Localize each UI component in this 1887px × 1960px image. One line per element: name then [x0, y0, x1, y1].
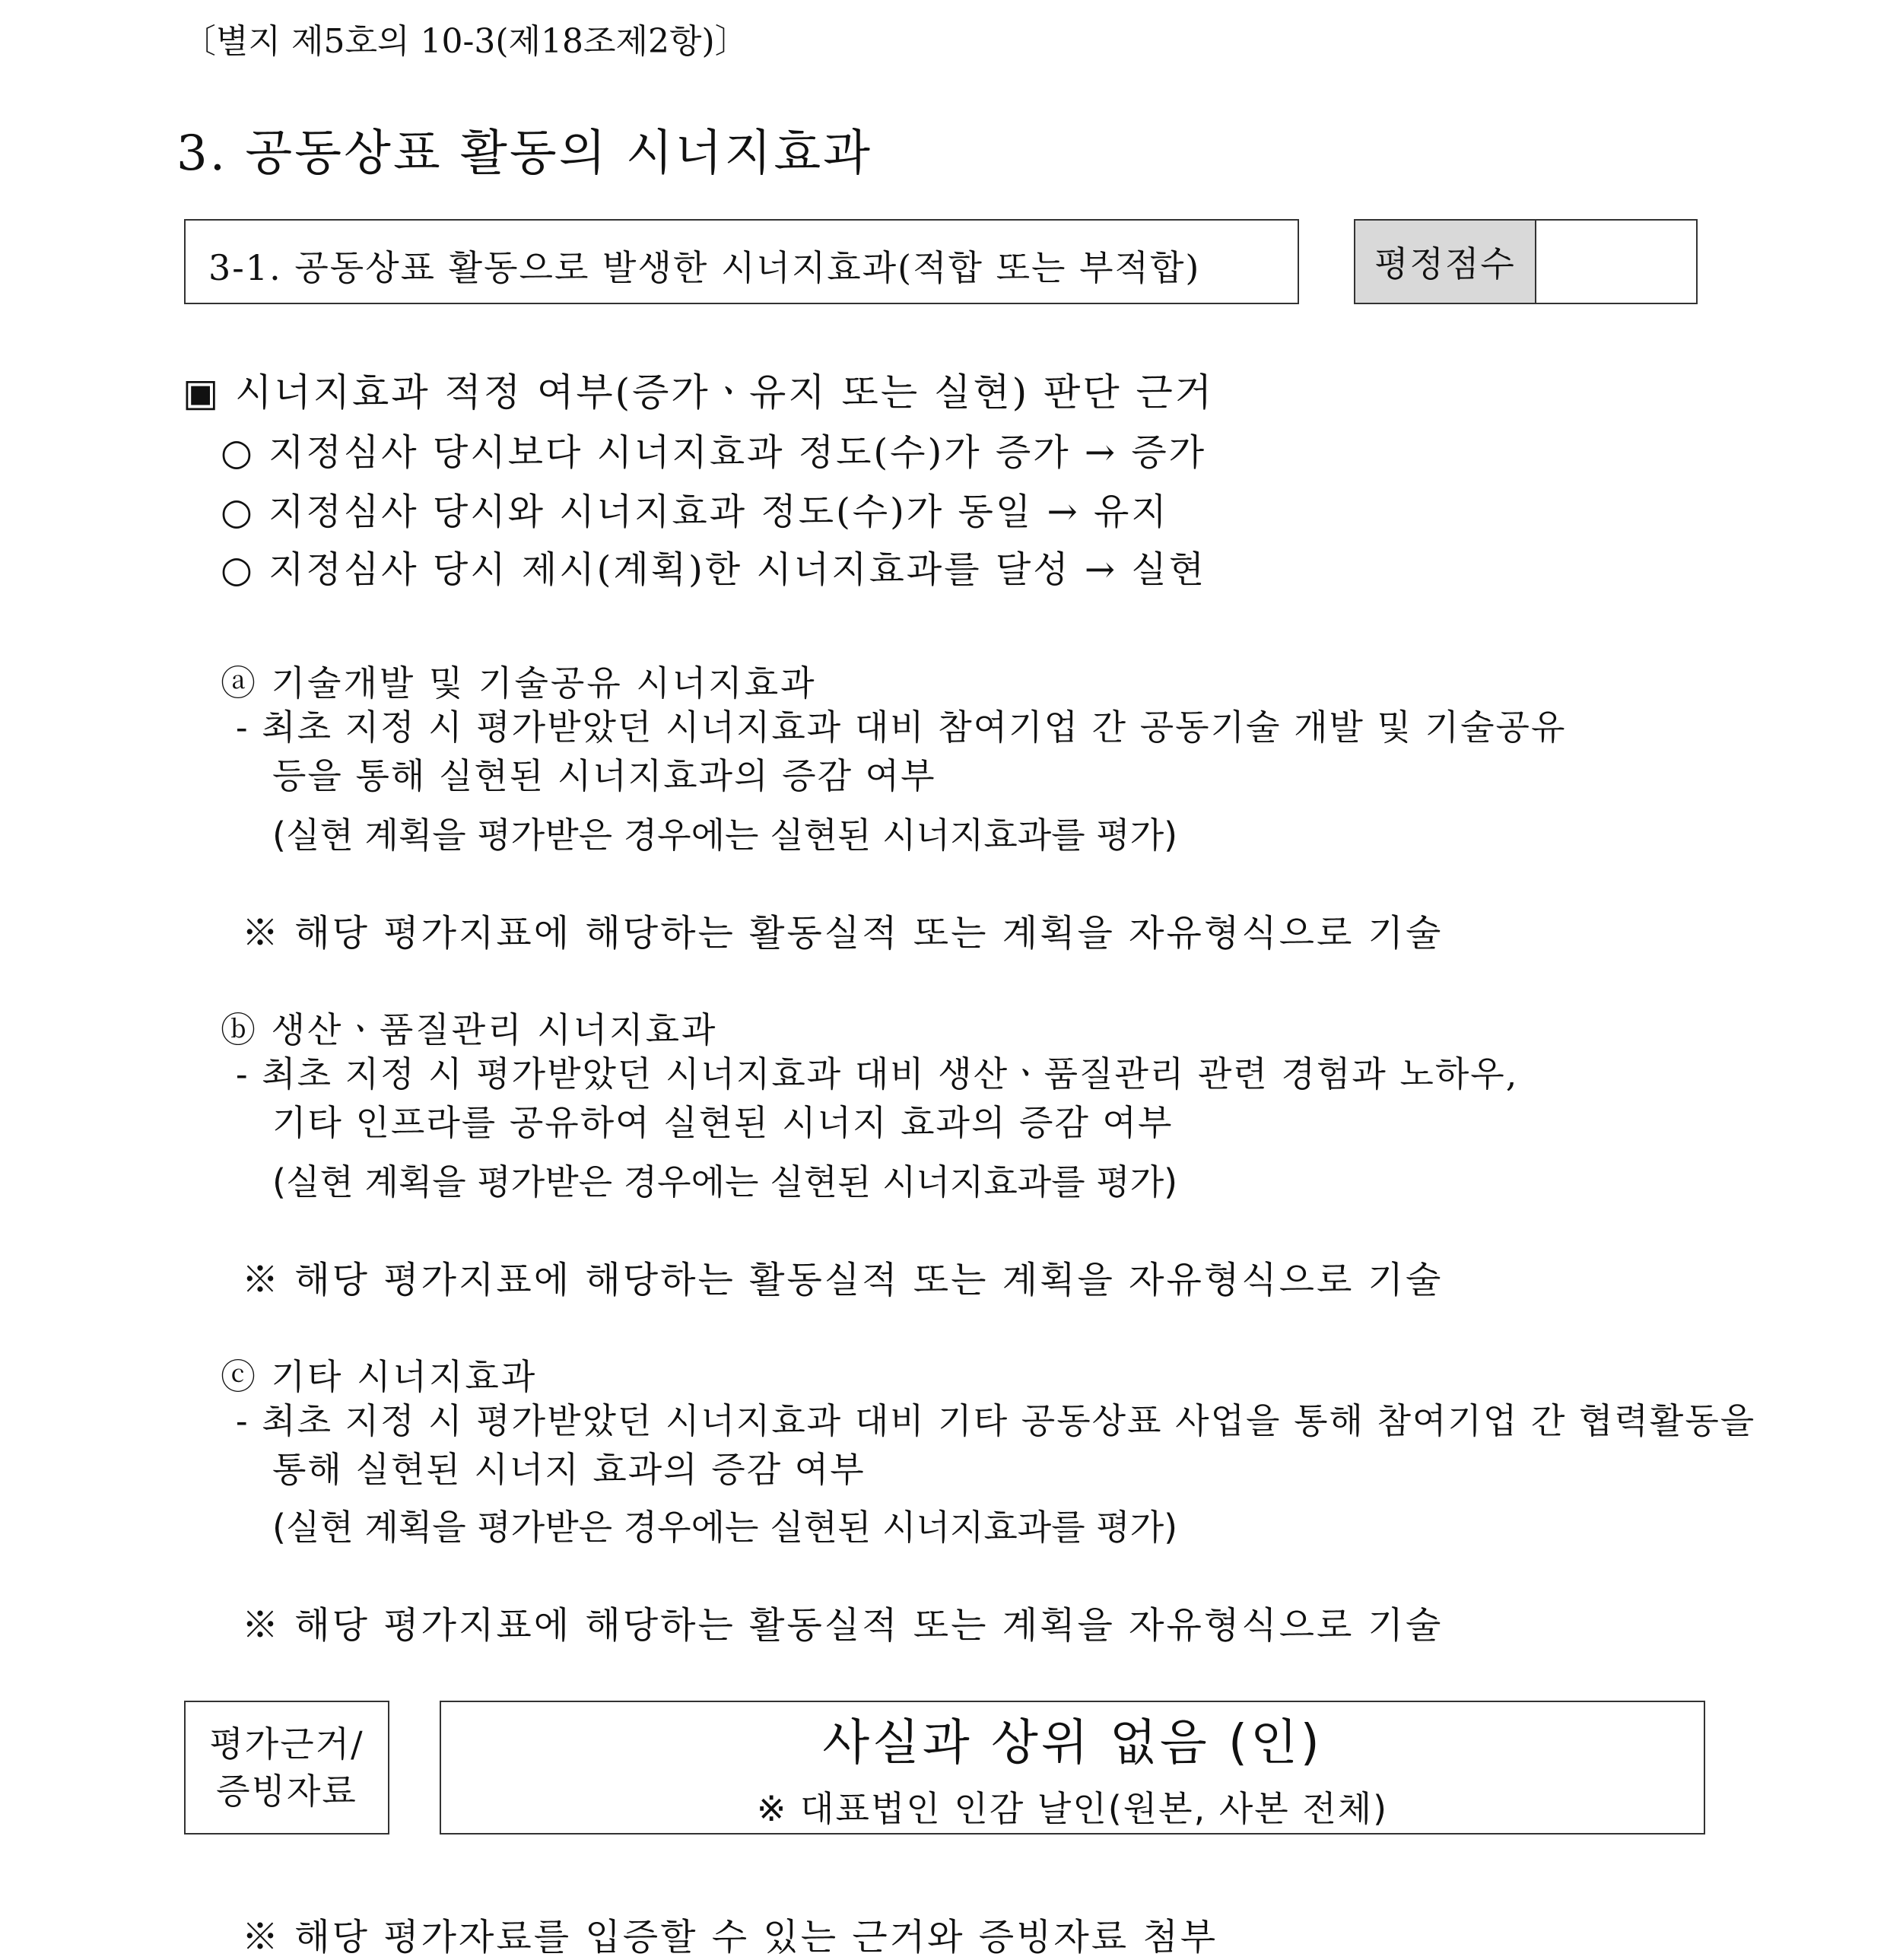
instruction-note: ※ 해당 평가지표에 해당하는 활동실적 또는 계획을 자유형식으로 기술 — [242, 912, 1444, 955]
category-note: (실현 계획을 평가받은 경우에는 실현된 시너지효과를 평가) — [272, 815, 1178, 856]
category-description — [236, 1396, 1755, 1494]
criteria-item: ○ 지정심사 당시보다 시너지효과 정도(수)가 증가 → 증가 — [221, 431, 1207, 474]
category-description — [236, 703, 1566, 800]
category-description-line: 등을 통해 실현된 시너지효과의 증감 여부 — [272, 755, 936, 796]
category-title: ⓐ 기술개발 및 기술공유 시너지효과 — [221, 662, 817, 704]
evidence-label-line: 증빙자료 — [216, 1771, 357, 1812]
section-title: 3. 공동상표 활동의 시너지효과 — [176, 125, 872, 182]
evidence-label-box — [184, 1701, 389, 1835]
category-note: (실현 계획을 평가받은 경우에는 실현된 시너지효과를 평가) — [272, 1507, 1178, 1548]
category-description-line: - 최초 지정 시 평가받았던 시너지효과 대비 기타 공동상표 사업을 통해 참여기업 간 협력활동을 — [236, 1400, 1756, 1441]
category-description-line: 통해 실현된 시너지 효과의 증감 여부 — [272, 1449, 866, 1490]
category-title: ⓒ 기타 시너지효과 — [221, 1356, 538, 1397]
score-value-field[interactable] — [1536, 221, 1696, 303]
footer-note: ※ 해당 평가자료를 입증할 수 있는 근거와 증빙자료 첨부 — [242, 1916, 1218, 1958]
category-description-line: - 최초 지정 시 평가받았던 시너지효과 대비 참여기업 간 공동기술 개발 및 기술공유 — [236, 707, 1567, 748]
form-reference: 〔별지 제5호의 10-3(제18조제2항)〕 — [183, 22, 748, 61]
instruction-note: ※ 해당 평가지표에 해당하는 활동실적 또는 계획을 자유형식으로 기술 — [242, 1259, 1444, 1301]
category-description — [236, 1050, 1518, 1147]
stamp-note: ※ 대표법인 인감 날인(원본, 사본 전체) — [756, 1788, 1389, 1829]
score-box — [1354, 219, 1698, 304]
subsection-title-box — [184, 219, 1299, 304]
criteria-item: ○ 지정심사 당시와 시너지효과 정도(수)가 동일 → 유지 — [221, 491, 1169, 533]
category-note: (실현 계획을 평가받은 경우에는 실현된 시너지효과를 평가) — [272, 1161, 1178, 1202]
evidence-label-line: 평가근거/ — [209, 1723, 364, 1765]
instruction-note: ※ 해당 평가지표에 해당하는 활동실적 또는 계획을 자유형식으로 기술 — [242, 1604, 1444, 1647]
criteria-heading: ▣ 시너지효과 적정 여부(증가ㆍ유지 또는 실현) 판단 근거 — [183, 370, 1215, 415]
category-title: ⓑ 생산ㆍ품질관리 시너지효과 — [221, 1009, 718, 1050]
subsection-title: 3-1. 공동상표 활동으로 발생한 시너지효과(적합 또는 부적합) — [208, 247, 1201, 288]
criteria-item: ○ 지정심사 당시 제시(계획)한 시너지효과를 달성 → 실현 — [221, 548, 1207, 591]
stamp-box — [440, 1701, 1705, 1835]
category-description-line: 기타 인프라를 공유하여 실현된 시너지 효과의 증감 여부 — [272, 1102, 1174, 1143]
stamp-statement: 사실과 상위 없음 (인) — [822, 1715, 1323, 1771]
score-label: 평정점수 — [1355, 221, 1536, 303]
category-description-line: - 최초 지정 시 평가받았던 시너지효과 대비 생산ㆍ품질관리 관련 경험과 노하우, — [236, 1053, 1519, 1094]
